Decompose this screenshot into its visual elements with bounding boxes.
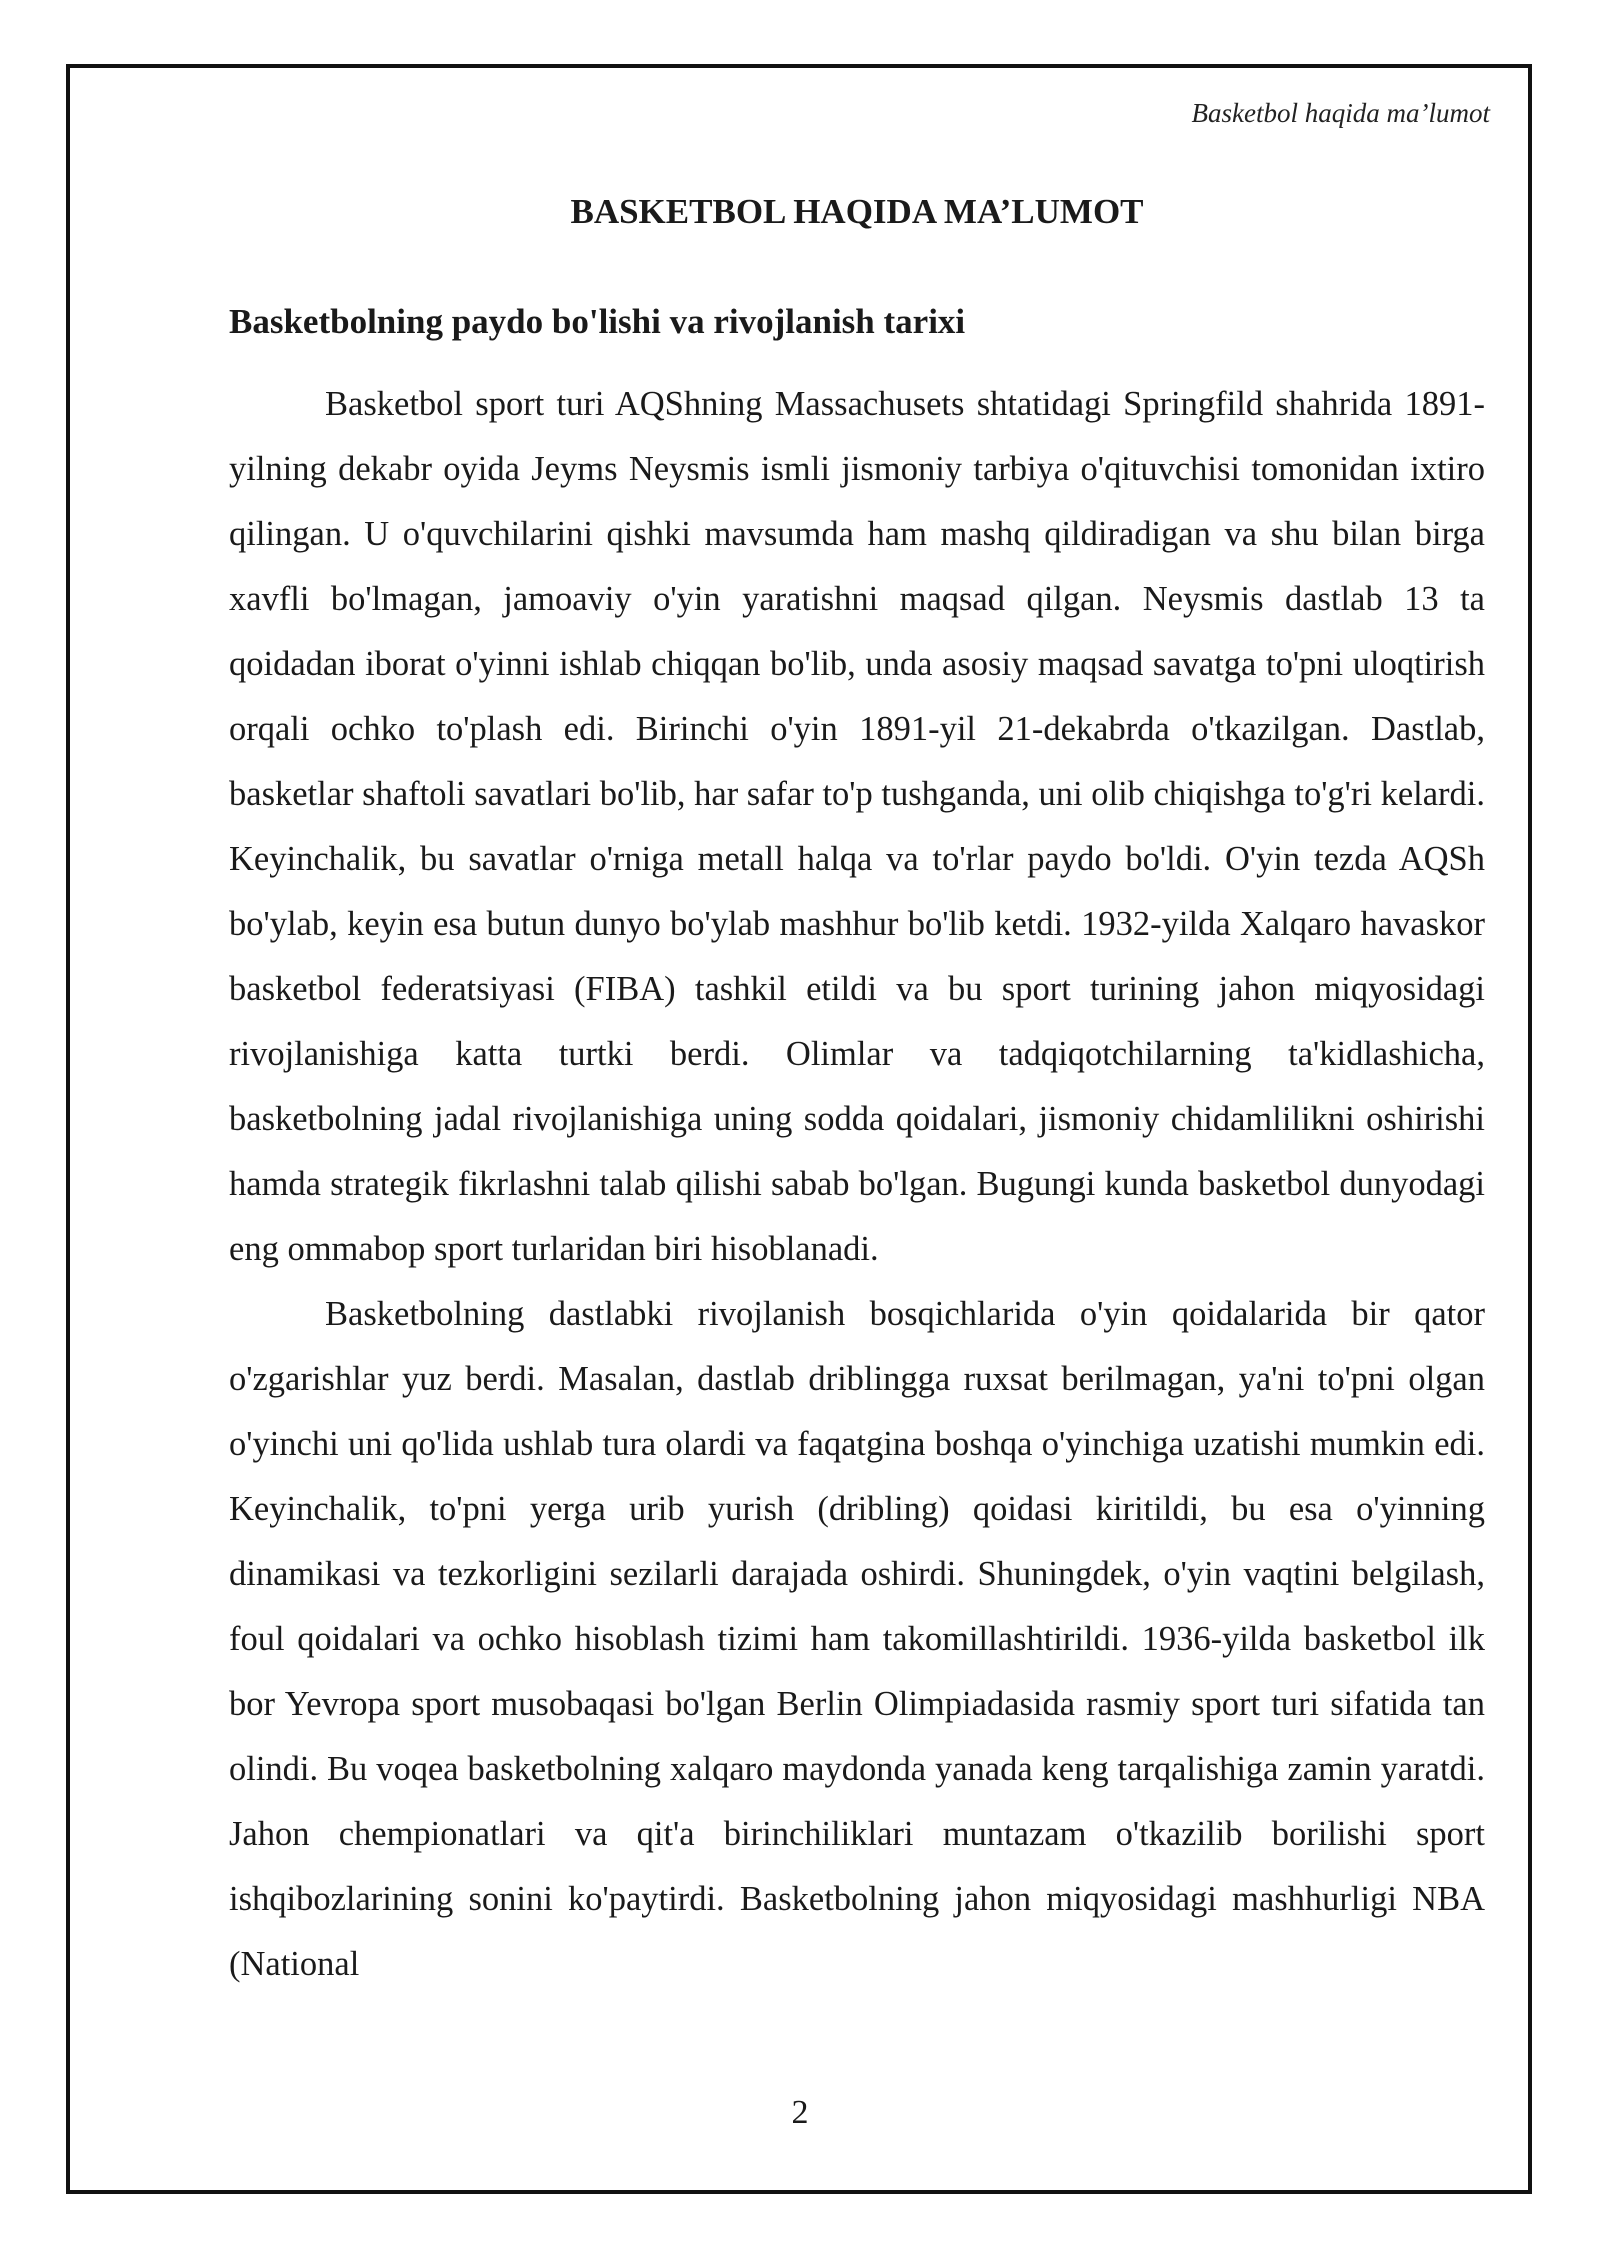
body-text: [229, 372, 1485, 1997]
paragraph-1: Basketbol sport turi AQShning Massachusets shtatidagi Springfild shahrida 1891-yilning dekabr oyida Jeyms Neysmis ismli jismoniy tarbiya o'qituvchisi tomonidan ixtiro qilingan. U o'quvchilarini qishki mavsumda ham mashq qildiradigan va shu bilan birga xavfli bo'lmagan, jamoaviy o'yin yaratishni maqsad qilgan. Neysmis dastlab 13 ta qoidadan iborat o'yinni ishlab chiqqan bo'lib, unda asosiy maqsad savatga to'pni uloqtirish orqali ochko to'plash edi. Birinchi o'yin 1891-yil 21-dekabrda o'tkazilgan. Dastlab, basketlar shaftoli savatlari bo'lib, har safar to'p tushganda, uni olib chiqishga to'g'ri kelardi. Keyinchalik, bu savatlar o'rniga metall halqa va to'rlar paydo bo'ldi. O'yin tezda AQSh bo'ylab, keyin esa butun dunyo bo'ylab mashhur bo'lib ketdi. 1932-yilda Xalqaro havaskor basketbol federatsiyasi (FIBA) tashkil etildi va bu sport turining jahon miqyosidagi rivojlanishiga katta turtki berdi. Olimlar va tadqiqotchilarning ta'kidlashicha, basketbolning jadal rivojlanishiga uning sodda qoidalari, jismoniy chidamlilikni oshirishi hamda strategik fikrlashni talab qilishi sabab bo'lgan. Bugungi kunda basketbol dunyodagi eng ommabop sport turlaridan biri hisoblanadi.: [229, 385, 1485, 1268]
running-header: Basketbol haqida ma’lumot: [1191, 98, 1490, 128]
section-heading: Basketbolning paydo bo'lishi va rivojlanish tarixi: [229, 302, 966, 341]
paragraph-2: Basketbolning dastlabki rivojlanish bosqichlarida o'yin qoidalarida bir qator o'zgarishlar yuz berdi. Masalan, dastlab driblingga ruxsat berilmagan, ya'ni to'pni olgan o'yinchi uni qo'lida ushlab tura olardi va faqatgina boshqa o'yinchiga uzatishi mumkin edi. Keyinchalik, to'pni yerga urib yurish (dribling) qoidasi kiritildi, bu esa o'yinning dinamikasi va tezkorligini sezilarli darajada oshirdi. Shuningdek, o'yin vaqtini belgilash, foul qoidalari va ochko hisoblash tizimi ham takomillashtirildi. 1936-yilda basketbol ilk bor Yevropa sport musobaqasi bo'lgan Berlin Olimpiadasida rasmiy sport turi sifatida tan olindi. Bu voqea basketbolning xalqaro maydonda yanada keng tarqalishiga zamin yaratdi. Jahon chempionatlari va qit'a birinchiliklari muntazam o'tkazilib borilishi sport ishqibozlarining sonini ko'paytirdi. Basketbolning jahon miqyosidagi mashhurligi NBA (National: [229, 1295, 1485, 1983]
page-number: 2: [791, 2094, 809, 2131]
document-title: BASKETBOL HAQIDA MA’LUMOT: [570, 192, 1144, 231]
